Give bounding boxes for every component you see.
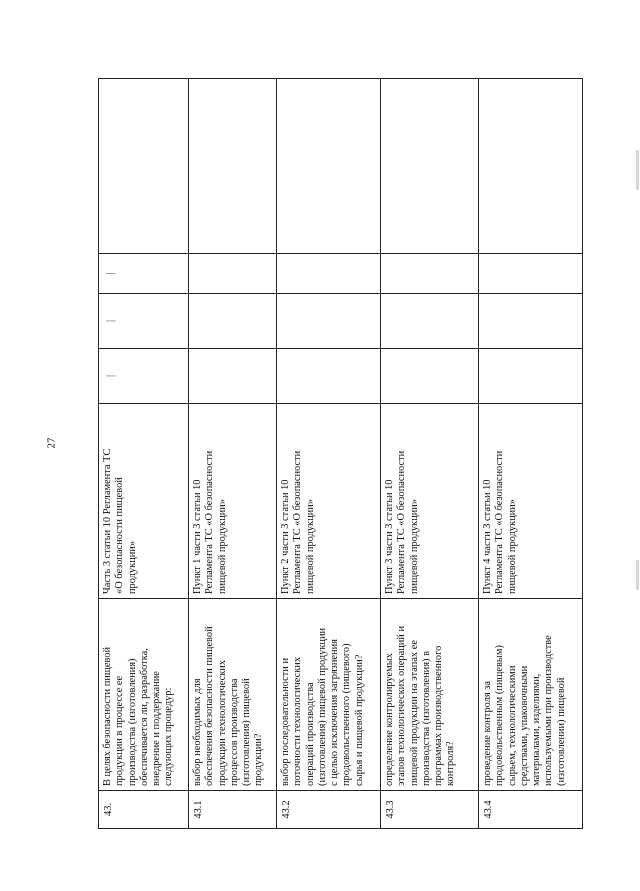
answer-yes-cell: | <box>99 349 189 404</box>
answer-no-cell <box>381 294 479 349</box>
legal-reference: Пункт 4 части 3 статьи 10 Регламента ТС «О безопасности пищевой продукции» <box>479 404 583 599</box>
answer-na-cell <box>479 254 583 294</box>
requirement-question: выбор последовательности и поточности технологических операций производства (изготовления) пищевой продукции с целью исключения загрязнения продовольственного (пищевого) сырья и пищевой продукции? <box>277 599 381 791</box>
table-row <box>189 79 277 829</box>
requirement-question: проведение контроля за продовольственным (пищевым) сырьем, технологическими средствами, упаковочными материалами, изделиями, используемыми при производстве (изготовлении) пищевой <box>479 599 583 791</box>
note-cell <box>381 79 479 254</box>
note-cell <box>189 79 277 254</box>
answer-no-cell <box>277 294 381 349</box>
row-number: 43.1 <box>189 791 277 829</box>
answer-no-cell <box>189 294 277 349</box>
row-number: 43. <box>99 791 189 829</box>
answer-no-cell: | <box>99 294 189 349</box>
requirement-question: В целях безопасности пищевой продукции в процессе ее производства (изготовления) обеспечивается ли, разработка, внедрение и поддержание следующих процедур: <box>99 599 189 791</box>
rotated-table-wrapper <box>98 79 582 829</box>
answer-na-cell: | <box>99 254 189 294</box>
row-number: 43.3 <box>381 791 479 829</box>
table-row <box>277 79 381 829</box>
requirement-question: определение контролируемых этапов технологических операций и пищевой продукции на этапах ее производства (изготовления) в программах производственного контроля? <box>381 599 479 791</box>
answer-yes-cell <box>479 349 583 404</box>
inspection-checklist-table <box>98 78 583 829</box>
scan-edge-mark <box>636 560 639 590</box>
table-row <box>479 79 583 829</box>
answer-no-cell <box>479 294 583 349</box>
legal-reference: Часть 3 статьи 10 Регламента ТС «О безопасности пищевой продукции» <box>99 404 189 599</box>
answer-yes-cell <box>381 349 479 404</box>
note-cell <box>479 79 583 254</box>
table-row <box>99 79 189 829</box>
legal-reference: Пункт 2 части 3 статьи 10 Регламента ТС «О безопасности пищевой продукции» <box>277 404 381 599</box>
scan-edge-mark <box>636 150 639 190</box>
answer-yes-cell <box>277 349 381 404</box>
answer-na-cell <box>189 254 277 294</box>
answer-na-cell <box>381 254 479 294</box>
note-cell <box>99 79 189 254</box>
legal-reference: Пункт 1 части 3 статьи 10 Регламента ТС «О безопасности пищевой продукции» <box>189 404 277 599</box>
legal-reference: Пункт 3 части 3 статьи 10 Регламента ТС «О безопасности пищевой продукции» <box>381 404 479 599</box>
table-row <box>381 79 479 829</box>
answer-na-cell <box>277 254 381 294</box>
page-number: 27 <box>45 437 58 449</box>
requirement-question: выбор необходимых для обеспечения безопасности пищевой продукции технологических процессов производства (изготовления) пищевой продукции? <box>189 599 277 791</box>
row-number: 43.2 <box>277 791 381 829</box>
row-number: 43.4 <box>479 791 583 829</box>
note-cell <box>277 79 381 254</box>
answer-yes-cell <box>189 349 277 404</box>
